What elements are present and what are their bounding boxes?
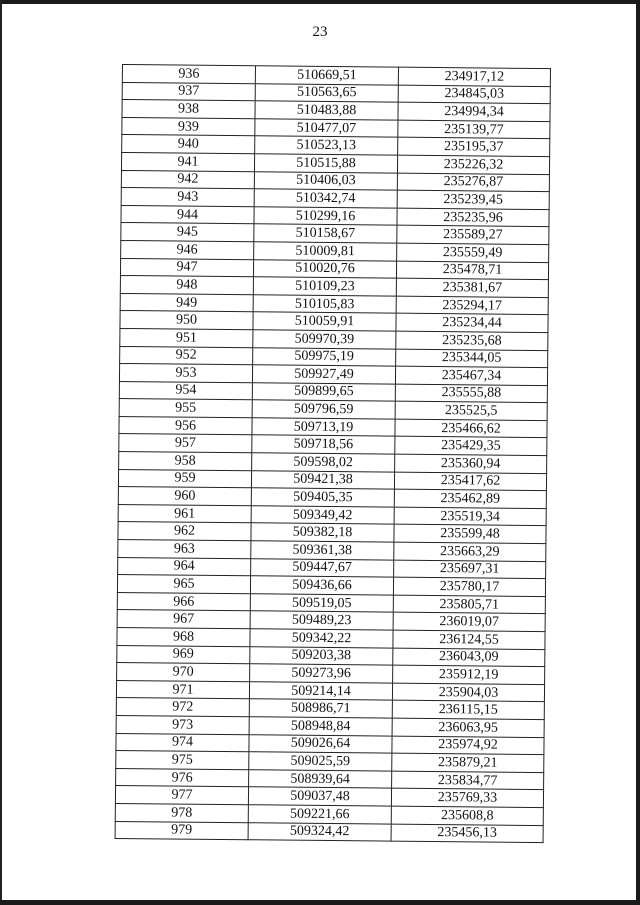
y-coordinate-cell: 235478,71 bbox=[396, 261, 548, 280]
x-coordinate-cell: 510669,51 bbox=[255, 66, 398, 85]
point-number-cell: 972 bbox=[116, 698, 249, 717]
x-coordinate-cell: 510105,83 bbox=[253, 294, 396, 313]
point-number-cell: 973 bbox=[116, 715, 249, 734]
x-coordinate-cell: 510342,74 bbox=[254, 189, 397, 208]
point-number-cell: 957 bbox=[119, 434, 252, 453]
point-number-cell: 950 bbox=[120, 311, 253, 330]
point-number-cell: 936 bbox=[122, 65, 255, 84]
y-coordinate-cell: 236019,07 bbox=[393, 613, 545, 632]
x-coordinate-cell: 509037,48 bbox=[248, 787, 391, 806]
point-number-cell: 937 bbox=[122, 82, 255, 101]
point-number-cell: 951 bbox=[120, 328, 253, 347]
point-number-cell: 974 bbox=[116, 733, 249, 752]
point-number-cell: 964 bbox=[118, 557, 251, 576]
point-number-cell: 970 bbox=[117, 663, 250, 682]
y-coordinate-cell: 235462,89 bbox=[394, 489, 546, 508]
point-number-cell: 939 bbox=[122, 117, 255, 136]
x-coordinate-cell: 509927,49 bbox=[252, 365, 395, 384]
point-number-cell: 952 bbox=[120, 346, 253, 365]
x-coordinate-cell: 509382,18 bbox=[251, 523, 394, 542]
point-number-cell: 942 bbox=[121, 170, 254, 189]
y-coordinate-cell: 235429,35 bbox=[395, 437, 547, 456]
y-coordinate-cell: 235769,33 bbox=[391, 788, 543, 807]
coordinates-table bbox=[115, 64, 551, 843]
point-number-cell: 956 bbox=[119, 416, 252, 435]
x-coordinate-cell: 509342,22 bbox=[250, 629, 393, 648]
point-number-cell: 947 bbox=[120, 258, 253, 277]
y-coordinate-cell: 235599,48 bbox=[394, 525, 546, 544]
page-number: 23 bbox=[312, 24, 328, 40]
y-coordinate-cell: 235834,77 bbox=[392, 771, 544, 790]
y-coordinate-cell: 235344,05 bbox=[396, 349, 548, 368]
x-coordinate-cell: 509796,59 bbox=[252, 400, 395, 419]
y-coordinate-cell: 235559,49 bbox=[397, 243, 549, 262]
x-coordinate-cell: 510158,67 bbox=[254, 224, 397, 243]
y-coordinate-cell: 235904,03 bbox=[392, 683, 544, 702]
y-coordinate-cell: 235589,27 bbox=[397, 225, 549, 244]
point-number-cell: 965 bbox=[117, 575, 250, 594]
y-coordinate-cell: 235235,68 bbox=[396, 331, 548, 350]
point-number-cell: 940 bbox=[122, 135, 255, 154]
point-number-cell: 958 bbox=[119, 452, 252, 471]
point-number-cell: 948 bbox=[120, 276, 253, 295]
y-coordinate-cell: 235466,62 bbox=[395, 419, 547, 438]
y-coordinate-cell: 235555,88 bbox=[395, 384, 547, 403]
x-coordinate-cell: 509361,38 bbox=[251, 541, 394, 560]
y-coordinate-cell: 235234,44 bbox=[396, 313, 548, 332]
point-number-cell: 968 bbox=[117, 627, 250, 646]
y-coordinate-cell: 235467,34 bbox=[395, 366, 547, 385]
x-coordinate-cell: 510009,81 bbox=[254, 242, 397, 261]
point-number-cell: 943 bbox=[121, 188, 254, 207]
x-coordinate-cell: 510477,07 bbox=[255, 119, 398, 138]
y-coordinate-cell: 235912,19 bbox=[393, 665, 545, 684]
y-coordinate-cell: 236115,15 bbox=[392, 700, 544, 719]
x-coordinate-cell: 509203,38 bbox=[250, 646, 393, 665]
point-number-cell: 960 bbox=[118, 487, 251, 506]
x-coordinate-cell: 510299,16 bbox=[254, 207, 397, 226]
y-coordinate-cell: 235456,13 bbox=[391, 824, 543, 843]
point-number-cell: 961 bbox=[118, 504, 251, 523]
y-coordinate-cell: 235276,87 bbox=[397, 173, 549, 192]
x-coordinate-cell: 508986,71 bbox=[249, 699, 392, 718]
x-coordinate-cell: 510020,76 bbox=[253, 259, 396, 278]
scan-edge-bottom bbox=[0, 900, 640, 905]
point-number-cell: 971 bbox=[116, 680, 249, 699]
y-coordinate-cell: 235608,8 bbox=[391, 806, 543, 825]
point-number-cell: 944 bbox=[121, 205, 254, 224]
point-number-cell: 979 bbox=[115, 821, 248, 840]
y-coordinate-cell: 235663,29 bbox=[394, 542, 546, 561]
x-coordinate-cell: 509273,96 bbox=[250, 664, 393, 683]
point-number-cell: 967 bbox=[117, 610, 250, 629]
y-coordinate-cell: 235417,62 bbox=[394, 472, 546, 491]
point-number-cell: 963 bbox=[118, 540, 251, 559]
point-number-cell: 953 bbox=[119, 364, 252, 383]
x-coordinate-cell: 509970,39 bbox=[253, 330, 396, 349]
x-coordinate-cell: 510109,23 bbox=[253, 277, 396, 296]
y-coordinate-cell: 235519,34 bbox=[394, 507, 546, 526]
y-coordinate-cell: 236063,95 bbox=[392, 718, 544, 737]
scan-edge-left bbox=[0, 0, 2, 905]
x-coordinate-cell: 509214,14 bbox=[249, 682, 392, 701]
x-coordinate-cell: 510563,65 bbox=[255, 83, 398, 102]
y-coordinate-cell: 236124,55 bbox=[393, 630, 545, 649]
point-number-cell: 949 bbox=[120, 293, 253, 312]
point-number-cell: 941 bbox=[121, 152, 254, 171]
coordinates-table-body bbox=[115, 65, 550, 843]
x-coordinate-cell: 508948,84 bbox=[249, 717, 392, 736]
scan-edge-right bbox=[636, 0, 640, 905]
point-number-cell: 938 bbox=[122, 100, 255, 119]
y-coordinate-cell: 235381,67 bbox=[396, 278, 548, 297]
point-number-cell: 978 bbox=[115, 803, 248, 822]
x-coordinate-cell: 509026,64 bbox=[249, 734, 392, 753]
point-number-cell: 955 bbox=[119, 399, 252, 418]
x-coordinate-cell: 509598,02 bbox=[252, 453, 395, 472]
x-coordinate-cell: 509324,42 bbox=[248, 822, 391, 841]
y-coordinate-cell: 235805,71 bbox=[393, 595, 545, 614]
y-coordinate-cell: 234845,03 bbox=[398, 85, 550, 104]
y-coordinate-cell: 234994,34 bbox=[398, 102, 550, 121]
y-coordinate-cell: 235697,31 bbox=[394, 560, 546, 579]
point-number-cell: 962 bbox=[118, 522, 251, 541]
point-number-cell: 969 bbox=[117, 645, 250, 664]
point-number-cell: 959 bbox=[118, 469, 251, 488]
x-coordinate-cell: 510523,13 bbox=[255, 136, 398, 155]
y-coordinate-cell: 235235,96 bbox=[397, 208, 549, 227]
point-number-cell: 975 bbox=[116, 751, 249, 770]
x-coordinate-cell: 509718,56 bbox=[252, 435, 395, 454]
point-number-cell: 977 bbox=[115, 786, 248, 805]
x-coordinate-cell: 509899,65 bbox=[252, 382, 395, 401]
x-coordinate-cell: 510406,03 bbox=[254, 171, 397, 190]
x-coordinate-cell: 509519,05 bbox=[250, 594, 393, 613]
point-number-cell: 966 bbox=[117, 592, 250, 611]
table-row bbox=[115, 821, 543, 843]
x-coordinate-cell: 509436,66 bbox=[250, 576, 393, 595]
x-coordinate-cell: 509221,66 bbox=[248, 805, 391, 824]
x-coordinate-cell: 509713,19 bbox=[252, 418, 395, 437]
y-coordinate-cell: 235195,37 bbox=[398, 138, 550, 157]
y-coordinate-cell: 235879,21 bbox=[392, 753, 544, 772]
point-number-cell: 976 bbox=[116, 768, 249, 787]
y-coordinate-cell: 235294,17 bbox=[396, 296, 548, 315]
x-coordinate-cell: 510059,91 bbox=[253, 312, 396, 331]
x-coordinate-cell: 508939,64 bbox=[249, 769, 392, 788]
x-coordinate-cell: 509489,23 bbox=[250, 611, 393, 630]
y-coordinate-cell: 235525,5 bbox=[395, 401, 547, 420]
x-coordinate-cell: 509025,59 bbox=[249, 752, 392, 771]
y-coordinate-cell: 235780,17 bbox=[393, 577, 545, 596]
x-coordinate-cell: 509975,19 bbox=[253, 347, 396, 366]
y-coordinate-cell: 235139,77 bbox=[398, 120, 550, 139]
point-number-cell: 954 bbox=[119, 381, 252, 400]
x-coordinate-cell: 509349,42 bbox=[251, 506, 394, 525]
y-coordinate-cell: 236043,09 bbox=[393, 648, 545, 667]
y-coordinate-cell: 235974,92 bbox=[392, 736, 544, 755]
point-number-cell: 946 bbox=[121, 240, 254, 259]
x-coordinate-cell: 510483,88 bbox=[255, 101, 398, 120]
x-coordinate-cell: 509421,38 bbox=[251, 470, 394, 489]
x-coordinate-cell: 510515,88 bbox=[254, 154, 397, 173]
scan-edge-top bbox=[0, 0, 640, 4]
point-number-cell: 945 bbox=[121, 223, 254, 242]
y-coordinate-cell: 235360,94 bbox=[395, 454, 547, 473]
x-coordinate-cell: 509405,35 bbox=[251, 488, 394, 507]
y-coordinate-cell: 235226,32 bbox=[397, 155, 549, 174]
y-coordinate-cell: 234917,12 bbox=[398, 67, 550, 86]
y-coordinate-cell: 235239,45 bbox=[397, 190, 549, 209]
x-coordinate-cell: 509447,67 bbox=[251, 558, 394, 577]
